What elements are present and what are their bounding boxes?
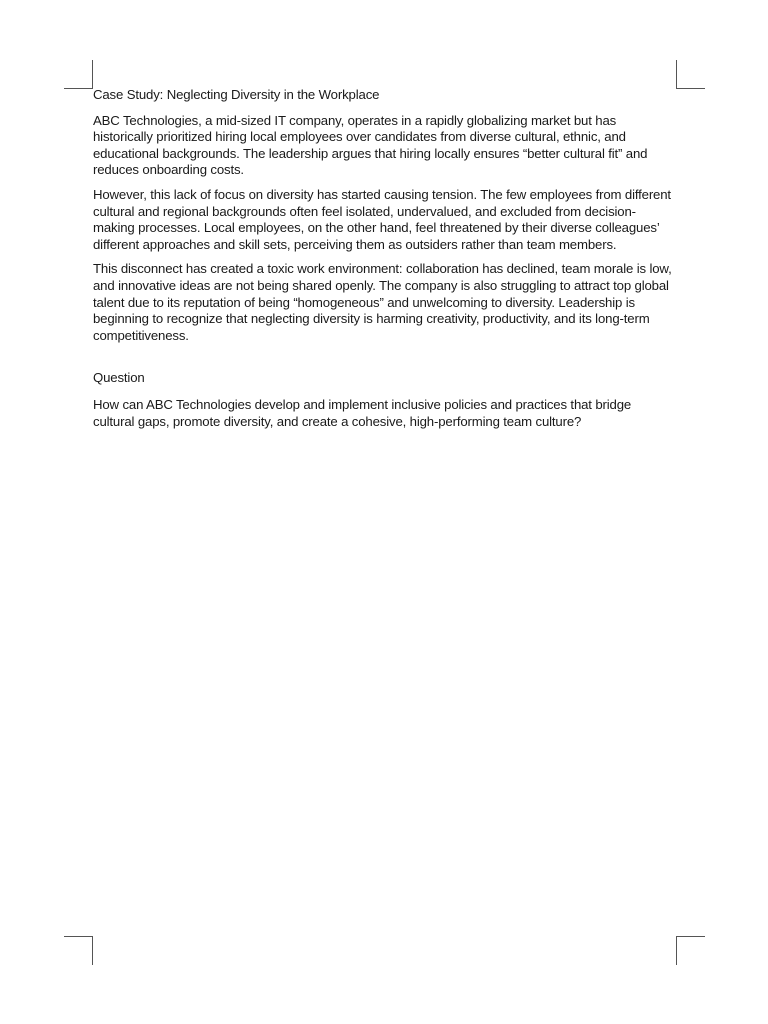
paragraph-impact: This disconnect has created a toxic work environment: collaboration has declined, team morale is low, and innovative ideas are not being shared openly. The company is also struggling to attract top global talent due to its reputation of being “homogeneous” and unwelcoming to diversity. Leadership is beginning to recognize that neglecting diversity is harming creativity, productivity, and its long-term competitiveness. xyxy=(93,261,672,343)
question-text: How can ABC Technologies develop and implement inclusive policies and practices that bridge cultural gaps, promote diversity, and create a cohesive, high-performing team culture? xyxy=(93,396,632,429)
question-heading: Question xyxy=(93,370,145,386)
case-study-title: Case Study: Neglecting Diversity in the Workplace xyxy=(93,87,380,102)
crop-mark-bottom-right xyxy=(676,936,705,965)
paragraph-tension: However, this lack of focus on diversity has started causing tension. The few employees from different cultural and regional backgrounds often feel isolated, undervalued, and excluded from decision-making processes. Local employees, on the other hand, feel threatened by their diverse colleagues’ different approaches and skill sets, perceiving them as outsiders rather than team members. xyxy=(93,186,671,252)
crop-mark-top-right xyxy=(676,60,705,89)
crop-mark-top-left xyxy=(64,60,93,89)
crop-mark-bottom-left xyxy=(64,936,93,965)
document-body xyxy=(93,87,673,438)
paragraph-intro: ABC Technologies, a mid-sized IT company, operates in a rapidly globalizing market but has historically prioritized hiring local employees over candidates from diverse cultural, ethnic, and educational backgrounds. The leadership argues that hiring locally ensures “better cultural fit” and reduces onboarding costs. xyxy=(93,112,648,178)
